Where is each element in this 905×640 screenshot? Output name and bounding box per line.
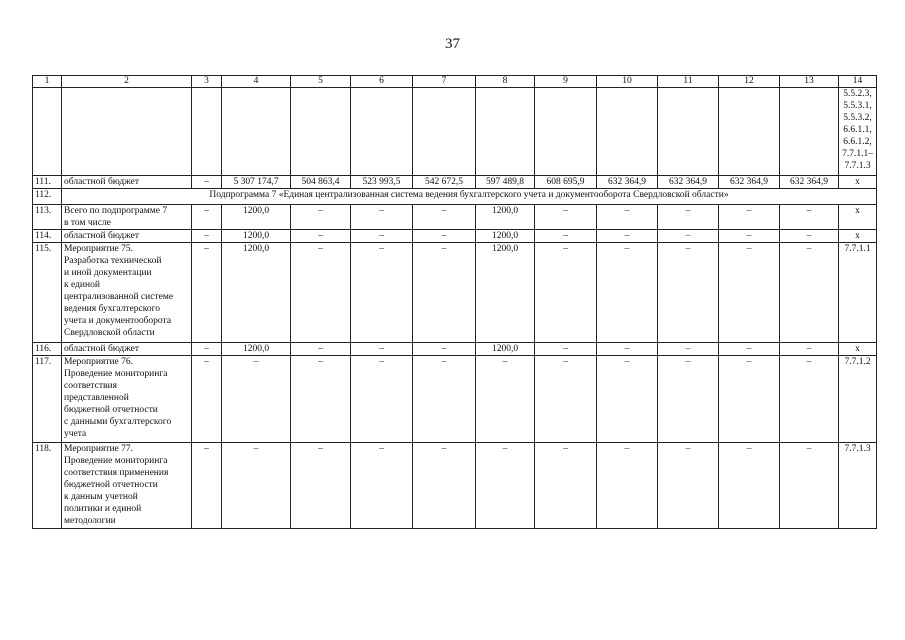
value-cell: – xyxy=(192,443,222,529)
row-number-cell: 114. xyxy=(33,230,62,243)
row-number-cell xyxy=(33,88,62,176)
value-cell: – xyxy=(780,230,839,243)
column-header: 1 xyxy=(33,76,62,88)
value-cell: – xyxy=(535,343,597,356)
value-cell xyxy=(658,88,719,176)
value-cell xyxy=(535,88,597,176)
value-cell xyxy=(291,88,351,176)
column-header: 13 xyxy=(780,76,839,88)
table-row xyxy=(33,176,877,189)
value-cell: – xyxy=(658,343,719,356)
value-cell: 542 672,5 xyxy=(413,176,476,189)
value-cell: – xyxy=(351,443,413,529)
description-cell: Всего по подпрограмме 7 в том числе xyxy=(62,205,192,230)
table-row xyxy=(33,230,877,243)
value-cell: 504 863,4 xyxy=(291,176,351,189)
value-cell xyxy=(597,88,658,176)
value-cell: – xyxy=(192,356,222,443)
column-header: 6 xyxy=(351,76,413,88)
column-header: 3 xyxy=(192,76,222,88)
value-cell: 608 695,9 xyxy=(535,176,597,189)
row-number-cell: 115. xyxy=(33,243,62,343)
target-code-cell: х xyxy=(839,230,877,243)
value-cell: – xyxy=(658,243,719,343)
value-cell: – xyxy=(535,443,597,529)
value-cell: – xyxy=(291,205,351,230)
value-cell: – xyxy=(351,356,413,443)
value-cell: – xyxy=(291,443,351,529)
row-number-cell: 116. xyxy=(33,343,62,356)
column-header: 11 xyxy=(658,76,719,88)
column-header: 5 xyxy=(291,76,351,88)
value-cell: – xyxy=(535,230,597,243)
column-header: 9 xyxy=(535,76,597,88)
description-cell: Мероприятие 75. Разработка технической и иной документации к единой централизованной системе ведения бухгалтерского учета и документооборота Свердловской области xyxy=(62,243,192,343)
value-cell: – xyxy=(192,230,222,243)
value-cell: – xyxy=(192,176,222,189)
column-header: 8 xyxy=(476,76,535,88)
value-cell: 1200,0 xyxy=(222,230,291,243)
value-cell: 1200,0 xyxy=(222,243,291,343)
value-cell: – xyxy=(413,243,476,343)
value-cell: – xyxy=(597,230,658,243)
value-cell: 597 489,8 xyxy=(476,176,535,189)
value-cell: – xyxy=(351,205,413,230)
value-cell: – xyxy=(351,343,413,356)
value-cell: – xyxy=(597,356,658,443)
budget-table xyxy=(32,75,877,529)
value-cell: – xyxy=(535,243,597,343)
value-cell xyxy=(719,88,780,176)
value-cell: – xyxy=(476,356,535,443)
value-cell: – xyxy=(719,243,780,343)
value-cell: – xyxy=(597,443,658,529)
table-row xyxy=(33,356,877,443)
value-cell xyxy=(351,88,413,176)
value-cell: 1200,0 xyxy=(476,243,535,343)
table-row xyxy=(33,205,877,230)
value-cell: – xyxy=(535,356,597,443)
value-cell: 1200,0 xyxy=(222,205,291,230)
value-cell: 632 364,9 xyxy=(658,176,719,189)
value-cell: – xyxy=(291,343,351,356)
value-cell: – xyxy=(780,443,839,529)
row-number-cell: 111. xyxy=(33,176,62,189)
value-cell: – xyxy=(192,205,222,230)
row-number-cell: 113. xyxy=(33,205,62,230)
value-cell: 523 993,5 xyxy=(351,176,413,189)
table-body xyxy=(33,76,877,529)
description-cell: областной бюджет xyxy=(62,176,192,189)
value-cell xyxy=(413,88,476,176)
value-cell: – xyxy=(222,356,291,443)
value-cell: – xyxy=(780,356,839,443)
value-cell: – xyxy=(413,205,476,230)
value-cell: 5 307 174,7 xyxy=(222,176,291,189)
value-cell: 1200,0 xyxy=(222,343,291,356)
subprogram-title-cell: Подпрограмма 7 «Единая централизованная система ведения бухгалтерского учета и документооборота Свердловской области» xyxy=(62,189,877,205)
value-cell: – xyxy=(291,356,351,443)
value-cell: – xyxy=(719,205,780,230)
value-cell: – xyxy=(658,443,719,529)
column-header: 12 xyxy=(719,76,780,88)
description-cell: Мероприятие 76. Проведение мониторинга соответствия представленной бюджетной отчетности с данными бухгалтерского учета xyxy=(62,356,192,443)
table-row xyxy=(33,343,877,356)
table-header-row xyxy=(33,76,877,88)
column-header: 7 xyxy=(413,76,476,88)
target-code-cell: 7.7.1.1 xyxy=(839,243,877,343)
column-header: 4 xyxy=(222,76,291,88)
table-row xyxy=(33,443,877,529)
page-number: 37 xyxy=(445,36,460,52)
value-cell: – xyxy=(351,243,413,343)
value-cell: – xyxy=(719,443,780,529)
target-code-cell: х xyxy=(839,205,877,230)
value-cell xyxy=(222,88,291,176)
target-code-cell: 7.7.1.3 xyxy=(839,443,877,529)
row-number-cell: 118. xyxy=(33,443,62,529)
value-cell: – xyxy=(597,343,658,356)
target-code-cell: х xyxy=(839,343,877,356)
value-cell: – xyxy=(291,243,351,343)
value-cell: – xyxy=(413,443,476,529)
value-cell xyxy=(192,88,222,176)
value-cell xyxy=(780,88,839,176)
value-cell: – xyxy=(291,230,351,243)
value-cell: – xyxy=(719,343,780,356)
table-row xyxy=(33,243,877,343)
row-number-cell: 117. xyxy=(33,356,62,443)
description-cell xyxy=(62,88,192,176)
description-cell: Мероприятие 77. Проведение мониторинга соответствия применения бюджетной отчетности к данным учетной политики и единой методологии xyxy=(62,443,192,529)
table-row xyxy=(33,189,877,205)
value-cell: – xyxy=(658,356,719,443)
column-header: 10 xyxy=(597,76,658,88)
value-cell: – xyxy=(192,243,222,343)
target-code-cell: 5.5.2.3, 5.5.3.1, 5.5.3.2, 6.6.1.1, 6.6.1.2, 7.7.1.1– 7.7.1.3 xyxy=(839,88,877,176)
value-cell: – xyxy=(413,356,476,443)
value-cell: 1200,0 xyxy=(476,230,535,243)
value-cell: 632 364,9 xyxy=(780,176,839,189)
target-code-cell: х xyxy=(839,176,877,189)
description-cell: областной бюджет xyxy=(62,230,192,243)
value-cell: – xyxy=(780,243,839,343)
value-cell: – xyxy=(597,243,658,343)
target-code-cell: 7.7.1.2 xyxy=(839,356,877,443)
value-cell: – xyxy=(413,230,476,243)
value-cell: – xyxy=(719,230,780,243)
value-cell: 1200,0 xyxy=(476,205,535,230)
value-cell: 632 364,9 xyxy=(719,176,780,189)
value-cell: – xyxy=(476,443,535,529)
table-row xyxy=(33,88,877,176)
description-cell: областной бюджет xyxy=(62,343,192,356)
value-cell: – xyxy=(597,205,658,230)
value-cell: – xyxy=(351,230,413,243)
value-cell: – xyxy=(413,343,476,356)
value-cell xyxy=(476,88,535,176)
value-cell: – xyxy=(658,230,719,243)
column-header: 2 xyxy=(62,76,192,88)
value-cell: – xyxy=(535,205,597,230)
column-header: 14 xyxy=(839,76,877,88)
row-number-cell: 112. xyxy=(33,189,62,205)
value-cell: – xyxy=(719,356,780,443)
value-cell: 632 364,9 xyxy=(597,176,658,189)
value-cell: – xyxy=(658,205,719,230)
value-cell: – xyxy=(192,343,222,356)
value-cell: – xyxy=(780,205,839,230)
value-cell: 1200,0 xyxy=(476,343,535,356)
value-cell: – xyxy=(222,443,291,529)
value-cell: – xyxy=(780,343,839,356)
